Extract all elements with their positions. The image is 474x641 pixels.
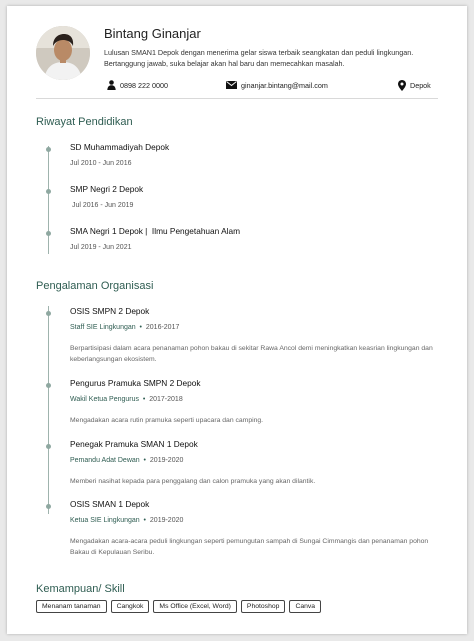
org-date: 2017-2018 — [149, 396, 183, 403]
location-text: Depok — [410, 80, 431, 90]
person-icon — [107, 80, 116, 90]
org-role: Pemandu Adat Dewan — [70, 457, 140, 464]
timeline-dot — [46, 383, 51, 388]
org-role-line: Staff SIE Lingkungan • 2016-2017 — [70, 324, 180, 331]
org-description: Berpartisipasi dalam acara penanaman pohon bakau di sekitar Rawa Ancol demi meningkatkan keasrian lingkungan dan keberlangsungan ekosistem. — [70, 345, 433, 363]
org-description: Memberi nasihat kepada para penggalang dan calon pramuka yang akan dilantik. — [70, 478, 316, 485]
org-role-line: Ketua SIE Lingkungan • 2019-2020 — [70, 517, 184, 524]
timeline-dot — [46, 147, 51, 152]
timeline-dot — [46, 231, 51, 236]
org-name: OSIS SMPN 2 Depok — [70, 306, 150, 316]
org-date: 2016-2017 — [145, 324, 180, 331]
education-date: Jul 2019 - Jun 2021 — [70, 244, 132, 251]
org-description: Mengadakan acara rutin pramuka seperti upacara dan camping. — [70, 417, 264, 424]
profile-summary: Lulusan SMAN1 Depok dengan menerima gelar siswa terbaik seangkatan dan peduli lingkungan. Bertanggung jawab, suka belajar akan hal baru dan memecahkan masalah. — [104, 48, 414, 68]
education-school: SMP Negri 2 Depok — [70, 184, 144, 194]
education-school: SMA Negri 1 Depok | Ilmu Pengetahuan Alam — [70, 226, 241, 236]
education-school: SD Muhammadiyah Depok — [70, 142, 170, 152]
timeline-dot — [46, 311, 51, 316]
org-date: 2019-2020 — [149, 517, 184, 524]
education-date: Jul 2016 - Jun 2019 — [70, 202, 134, 209]
skill-tag: Cangkok — [111, 600, 150, 613]
org-date: 2019-2020 — [149, 457, 184, 464]
organization-heading: Pengalaman Organisasi — [36, 280, 154, 292]
contact-phone — [107, 78, 168, 92]
skills-heading: Kemampuan/ Skill — [36, 583, 125, 595]
timeline-dot — [46, 444, 51, 449]
profile-photo — [36, 26, 90, 80]
email-text: ginanjar.bintang@mail.com — [241, 80, 328, 90]
org-role-line: Wakil Ketua Pengurus • 2017-2018 — [70, 396, 183, 403]
skills-list — [36, 600, 321, 613]
timeline-dot — [46, 189, 51, 194]
education-date: Jul 2010 - Jun 2016 — [70, 160, 132, 167]
phone-text: 0898 222 0000 — [120, 80, 168, 90]
org-role: Staff SIE Lingkungan — [70, 324, 136, 331]
org-name: Penegak Pramuka SMAN 1 Depok — [70, 439, 198, 449]
profile-name: Bintang Ginanjar — [104, 26, 201, 41]
organization-timeline — [48, 306, 49, 514]
contact-location — [398, 78, 431, 92]
org-role-line: Pemandu Adat Dewan • 2019-2020 — [70, 457, 184, 464]
education-timeline — [48, 146, 49, 254]
skill-tag: Canva — [289, 600, 321, 613]
map-pin-icon — [398, 80, 406, 91]
org-description: Mengadakan acara-acara peduli lingkungan seperti pemungutan sampah di Sungai Cimmangis dan penanaman pohon Bakau di Kepulauan Seribu. — [70, 538, 429, 556]
skill-tag: Ms Office (Excel, Word) — [153, 600, 237, 613]
skill-tag: Menanam tanaman — [36, 600, 107, 613]
org-name: OSIS SMAN 1 Depok — [70, 499, 150, 509]
education-heading: Riwayat Pendidikan — [36, 116, 133, 128]
org-role: Wakil Ketua Pengurus — [70, 396, 139, 403]
org-role: Ketua SIE Lingkungan — [70, 517, 140, 524]
contact-email — [226, 78, 328, 92]
envelope-icon — [226, 81, 237, 89]
timeline-dot — [46, 504, 51, 509]
org-name: Pengurus Pramuka SMPN 2 Depok — [70, 378, 201, 388]
header-divider — [36, 98, 438, 99]
resume-page — [7, 6, 467, 634]
skill-tag: Photoshop — [241, 600, 286, 613]
